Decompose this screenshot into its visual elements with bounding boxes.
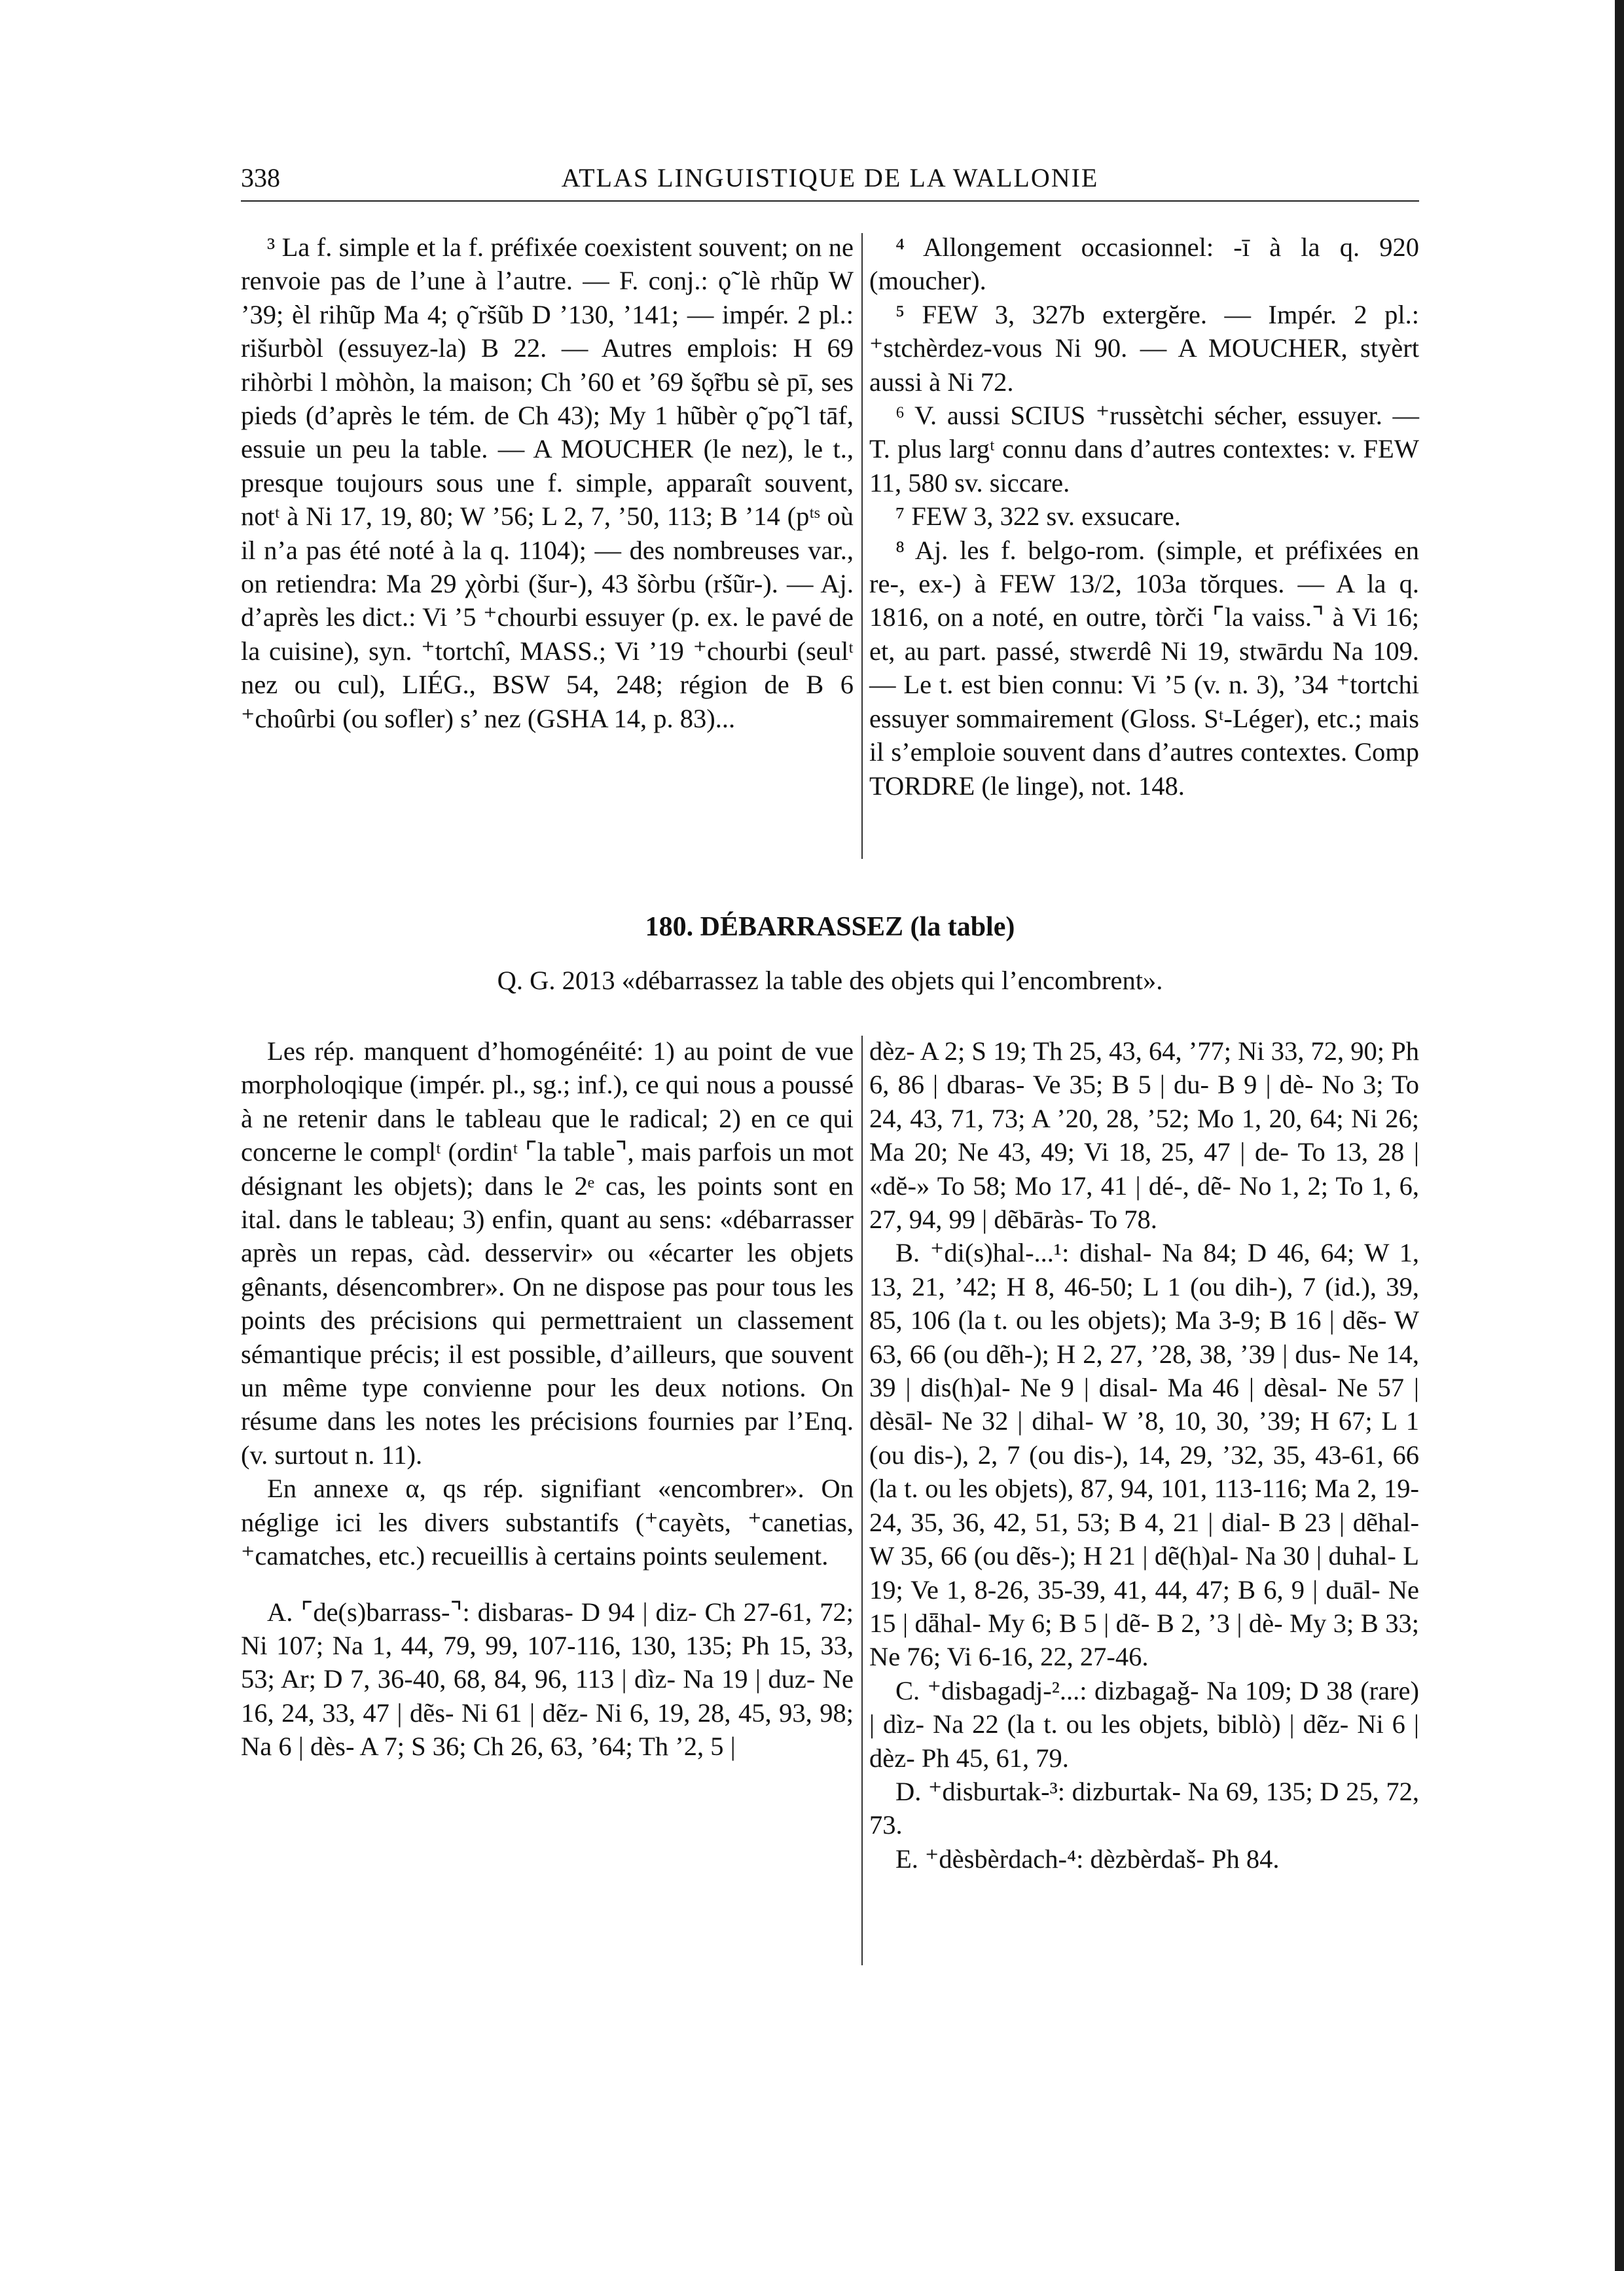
body-paragraph-intro: Les rép. manquent d’homogénéité: 1) au point de vue morpholoqique (impér. pl., sg.; inf.), ce qui nous a poussé à ne retenir dans le tableau que le radical; 2) en ce qui concerne le complᵗ (ordinᵗ ⌜la table⌝, mais parfois un mot désignant les objets); dans le 2ᵉ cas, les points sont en ital. dans le tableau; 3) enfin, quant au sens: «débarrasser après un repas, càd. desservir» ou «écarter les objets gênants, désencombrer». On ne dispose pas pour tous les points des précisions qui permettraient un classement sémantique précis; il est possible, d’ailleurs, que souvent un même type convienne pour les deux notions. On résume dans les notes les précisions fournies par l’Enq. (v. surtout n. 11).: [241, 1036, 854, 1470]
body-right-column: [869, 1034, 1419, 1876]
body-paragraph-type-a-continued: dèz- A 2; S 19; Th 25, 43, 64, ’77; Ni 33, 72, 90; Ph 6, 86 | dbaras- Ve 35; B 5 | du- B 9 | dè- No 3; To 24, 43, 71, 73; A ’20, 28, ’52; Mo 1, 20, 64; Ni 26; Ma 20; Ne 43, 49; Vi 18, 25, 47 | de- To 13, 28 | «dĕ-» To 58; Mo 17, 41 | dé-, dẽ- No 1, 2; To 1, 6, 27, 94, 99 | dẽbāràs- To 78.: [869, 1036, 1419, 1235]
footnote-3: ³ La f. simple et la f. préfixée coexistent souvent; on ne renvoie pas de l’une à l’autre. — F. conj.: ǫ̃ lè rhũp W ’39; èl rihũp Ma 4; ǫ̃ ršũb D ’130, ’141; — impér. 2 pl.: rišurbòl (essuyez-la) B 22. — Autres emplois: H 69 rihòrbi l mòhòn, la maison; Ch ’60 et ’69 šǫ̃rbu sè pī, ses pieds (d’après le tém. de Ch 43); My 1 hũbèr ǫ̃ pǫ̃ l tāf, essuie un peu la table. — A MOUCHER (le nez), le t., presque toujours sous une f. simple, apparaît souvent, notᵗ à Ni 17, 19, 80; W ’56; L 2, 7, ’50, 113; B ’14 (pᵗˢ où il n’a pas été noté à la q. 1104); — des nombreuses var., on retiendra: Ma 29 χòrbi (šur-), 43 šòrbu (ršũr-). — Aj. d’après les dict.: Vi ’5 ⁺chourbi essuyer (p. ex. le pavé de la cuisine), syn. ⁺tortchî, MASS.; Vi ’19 ⁺chourbi (seulᵗ nez ou cul), LIÉG., BSW 54, 248; région de B 6 ⁺choûrbi (ou sofler) s’ nez (GSHA 14, p. 83)...: [241, 232, 854, 733]
body-paragraph-annex: En annexe α, qs rép. signifiant «encombrer». On néglige ici les divers substantifs (⁺cayèts, ⁺canetias, ⁺camatches, etc.) recueillis à certains points seulement.: [241, 1474, 854, 1571]
header-rule: [241, 200, 1419, 202]
footnote-7: ⁷ FEW 3, 322 sv. exsucare.: [895, 501, 1181, 532]
footnote-6: ⁶ V. aussi SCIUS ⁺russètchi sécher, essuyer. — T. plus largᵗ connu dans d’autres contextes: v. FEW 11, 580 sv. siccare.: [869, 401, 1419, 498]
running-title: ATLAS LINGUISTIQUE DE LA WALLONIE: [561, 163, 1099, 192]
footnotes-right-column: [869, 230, 1419, 803]
footnote-4: ⁴ Allongement occasionnel: -ī à la q. 920 (moucher).: [869, 232, 1419, 296]
section-question: Q. G. 2013 «débarrassez la table des objets qui l’encombrent».: [497, 966, 1163, 995]
footnote-5: ⁵ FEW 3, 327b extergĕre. — Impér. 2 pl.: ⁺stchèrdez-vous Ni 90. — A MOUCHER, styèrt aussi à Ni 72.: [869, 299, 1419, 397]
body-paragraph-type-b: B. ⁺di(s)hal-...¹: dishal- Na 84; D 46, 64; W 1, 13, 21, ’42; H 8, 46-50; L 1 (ou dih-), 7 (id.), 39, 85, 106 (la t. ou les objets); Ma 3-9; B 16 | dẽs- W 63, 66 (ou dẽh-); H 2, 27, ’28, 38, ’39 | dus- Ne 14, 39 | dis(h)al- Ne 9 | disal- Ma 46 | dèsal- Ne 57 | dèsāl- Ne 32 | dihal- W ’8, 10, 30, ’39; H 67; L 1 (ou dis-), 2, 7 (ou dis-), 14, 29, ’32, 35, 43-61, 66 (la t. ou les objets), 87, 94, 101, 113-116; Ma 2, 19-24, 35, 36, 42, 51, 53; B 4, 21 | dial- B 23 | dẽhal- W 35, 66 (ou dẽs-); H 21 | dẽ(h)al- Na 30 | duhal- L 19; Ve 1, 8-26, 35-39, 41, 44, 47; B 6, 9 | duāl- Ne 15 | dǟhal- My 6; B 5 | dẽ- B 2, ’3 | dè- My 3; B 33; Ne 76; Vi 6-16, 22, 27-46.: [869, 1238, 1419, 1672]
scan-border: [1615, 0, 1624, 2271]
footnotes-left-column: [241, 230, 854, 735]
column-divider-bottom: [861, 1036, 863, 1965]
body-paragraph-type-e: E. ⁺dèsbèrdach-⁴: dèzbèrdaš- Ph 84.: [895, 1844, 1280, 1874]
body-paragraph-type-a: A. ⌜de(s)barrass-⌝: disbaras- D 94 | diz- Ch 27-61, 72; Ni 107; Na 1, 44, 79, 99, 107-116, 130, 135; Ph 15, 33, 53; Ar; D 7, 36-40, 68, 84, 96, 113 | dìz- Na 19 | duz- Ne 16, 24, 33, 47 | dẽs- Ni 61 | dẽz- Ni 6, 19, 28, 45, 93, 98; Na 6 | dès- A 7; S 36; Ch 26, 63, ’64; Th ’2, 5 |: [241, 1597, 854, 1762]
body-paragraph-type-c: C. ⁺disbagadj-²...: dizbagaǧ- Na 109; D 38 (rare) | dìz- Na 22 (la t. ou les objets, biblò) | dẽz- Ni 6 | dèz- Ph 45, 61, 79.: [869, 1675, 1419, 1773]
body-left-column: [241, 1034, 854, 1764]
page-header: [241, 162, 1419, 202]
section-title: 180. DÉBARRASSEZ (la table): [645, 912, 1015, 942]
body-paragraph-type-d: D. ⁺disburtak-³: dizburtak- Na 69, 135; D 25, 72, 73.: [869, 1776, 1419, 1840]
column-divider-top: [861, 233, 863, 859]
page-number: 338: [241, 163, 280, 192]
footnote-8: ⁸ Aj. les f. belgo-rom. (simple, et préfixées en re-, ex-) à FEW 13/2, 103a tŏrques. — A la q. 1816, on a noté, en outre, tòrči ⌜la vaiss.⌝ à Vi 16; et, au part. passé, stwɛrdê Ni 19, stwārdu Na 109. — Le t. est bien connu: Vi ’5 (v. n. 3), ’34 ⁺tortchi essuyer sommairement (Gloss. Sᵗ-Léger), etc.; mais il s’emploie souvent dans d’autres contextes. Comp TORDRE (le linge), not. 148.: [869, 535, 1419, 801]
